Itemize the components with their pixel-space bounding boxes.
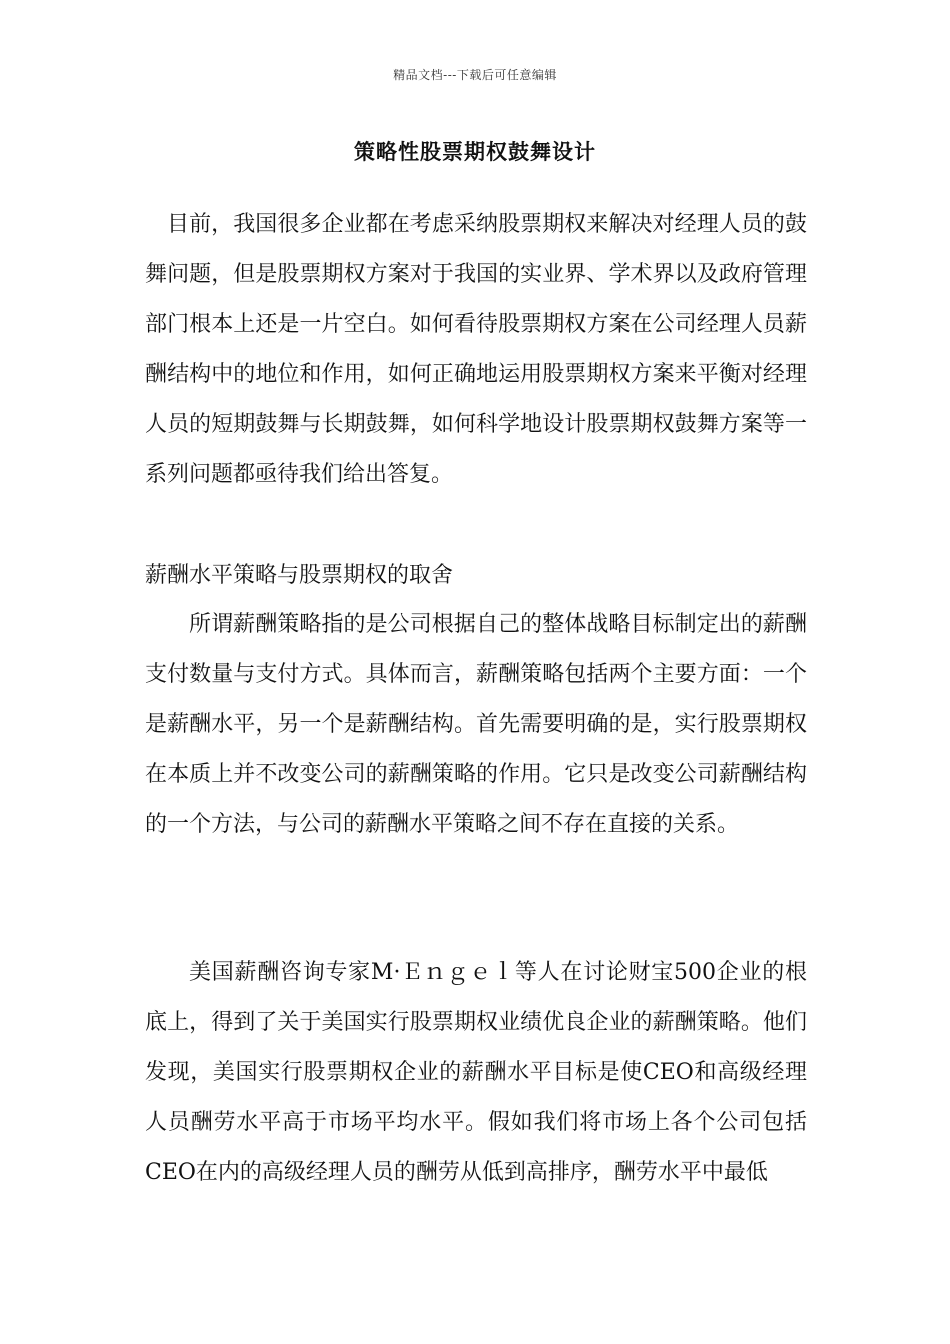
paragraph-intro: 目前，我国很多企业都在考虑采纳股票期权来解决对经理人员的鼓舞问题，但是股票期权方案对于我国的实业界、学术界以及政府管理部门根本上还是一片空白。如何看待股票期权方案在公司经理人员薪酬结构中的地位和作用，如何正确地运用股票期权方案来平衡对经理人员的短期鼓舞与长期鼓舞，如何科学地设计股票期权鼓舞方案等一系列问题都亟待我们给出答复。 <box>145 212 807 487</box>
paragraph-salary-strategy: 所谓薪酬策略指的是公司根据自己的整体战略目标制定出的薪酬支付数量与支付方式。具体而言，薪酬策略包括两个主要方面：一个是薪酬水平，另一个是薪酬结构。首先需要明确的是，实行股票期权在本质上并不改变公司的薪酬策略的作用。它只是改变公司薪酬结构的一个方法，与公司的薪酬水平策略之间不存在直接的关系。 <box>145 612 807 837</box>
section-heading: 薪酬水平策略与股票期权的取舍 <box>145 563 454 588</box>
page-title: 策略性股票期权鼓舞设计 <box>354 140 596 164</box>
header-note: 精品文档---下载后可任意编辑 <box>393 68 557 82</box>
paragraph-us-research: 美国薪酬咨询专家M·Ｅｎｇｅｌ等人在讨论财宝500企业的根底上，得到了关于美国实行股票期权业绩优良企业的薪酬策略。他们发现，美国实行股票期权企业的薪酬水平目标是使CEO和高级经理人员酬劳水平高于市场平均水平。假如我们将市场上各个公司包括CEO在内的高级经理人员的酬劳从低到高排序，酬劳水平中最低 <box>145 960 807 1185</box>
